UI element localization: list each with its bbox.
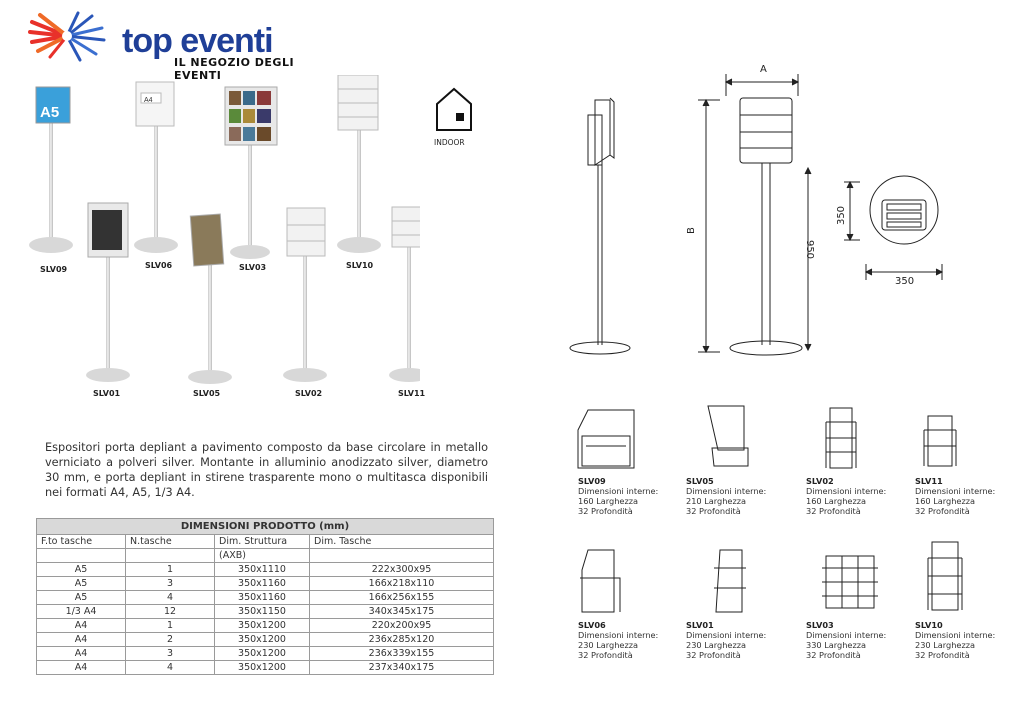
sign-a5: A5 bbox=[40, 104, 60, 121]
table-row: 1/3 A4 12 350x1150 340x345x175 bbox=[37, 605, 494, 619]
photo-label-slv10: SLV10 bbox=[346, 261, 374, 270]
spec-slv05: SLV05 Dimensioni interne: 210 Larghezza 32 Profondità bbox=[686, 476, 767, 516]
spec-slv09: SLV09 Dimensioni interne: 160 Larghezza 32 Profondità bbox=[578, 476, 659, 516]
dim-label-a: A bbox=[760, 64, 767, 75]
product-description: Espositori porta depliant a pavimento composto da base circolare in metallo verniciato a polveri silver. Montante in alluminio anodizzato silver, diametro 30 mm, e porta depliant in stirene trasparente mono o multitasca disponibili nei formati A4, A5, 1/3 A4. bbox=[45, 441, 488, 499]
header-formato: F.to tasche bbox=[37, 535, 126, 549]
dim-label-b: B bbox=[685, 227, 697, 234]
table-row: A4 2 350x1200 236x285x120 bbox=[37, 633, 494, 647]
header-struttura-sub: (AXB) bbox=[215, 549, 310, 563]
indoor-badge bbox=[434, 86, 478, 150]
front-view bbox=[730, 98, 802, 355]
product-photos bbox=[20, 75, 420, 405]
photo-label-slv03: SLV03 bbox=[239, 263, 267, 272]
brand-logo bbox=[22, 10, 312, 82]
stand-slv01 bbox=[86, 203, 130, 382]
header-ntasche: N.tasche bbox=[126, 535, 215, 549]
stand-slv05 bbox=[188, 214, 232, 384]
side-view bbox=[570, 98, 630, 354]
photo-label-slv11: SLV11 bbox=[398, 389, 426, 398]
table-row: A5 4 350x1160 166x256x155 bbox=[37, 591, 494, 605]
table-header-row bbox=[37, 535, 494, 549]
table-row: A4 4 350x1200 237x340x175 bbox=[37, 661, 494, 675]
stand-slv02 bbox=[283, 208, 327, 382]
table-row: A5 3 350x1160 166x218x110 bbox=[37, 577, 494, 591]
dimension-b bbox=[698, 100, 720, 352]
table-row: A4 1 350x1200 220x200x95 bbox=[37, 619, 494, 633]
table-row: A4 3 350x1200 236x339x155 bbox=[37, 647, 494, 661]
spec-slv06: SLV06 Dimensioni interne: 230 Larghezza 32 Profondità bbox=[578, 620, 659, 660]
dim-label-350-vertical: 350 bbox=[836, 205, 848, 226]
house-icon bbox=[434, 86, 474, 132]
header-tasche: Dim. Tasche bbox=[310, 535, 494, 549]
dimensions-table bbox=[36, 518, 494, 675]
spec-slv01: SLV01 Dimensioni interne: 230 Larghezza 32 Profondità bbox=[686, 620, 767, 660]
photo-label-slv09: SLV09 bbox=[40, 265, 68, 274]
spec-slv10: SLV10 Dimensioni interne: 230 Larghezza 32 Profondità bbox=[915, 620, 996, 660]
brand-name: top eventi bbox=[122, 22, 273, 60]
brand-tagline: IL NEGOZIO DEGLI EVENTI bbox=[174, 56, 295, 82]
spec-slv02: SLV02 Dimensioni interne: 160 Larghezza 32 Profondità bbox=[806, 476, 887, 516]
stand-slv06 bbox=[134, 82, 178, 253]
pocket-slv06 bbox=[580, 550, 620, 612]
header-struttura: Dim. Struttura bbox=[215, 535, 310, 549]
stand-slv03 bbox=[225, 87, 277, 259]
spec-slv11: SLV11 Dimensioni interne: 160 Larghezza 32 Profondità bbox=[915, 476, 996, 516]
table-title: DIMENSIONI PRODOTTO (mm) bbox=[37, 519, 494, 535]
dimension-a bbox=[726, 74, 798, 96]
sign-a4: A4 bbox=[144, 97, 153, 104]
sunburst-logo-icon bbox=[22, 10, 112, 62]
indoor-label: INDOOR bbox=[434, 138, 465, 147]
pocket-slv11 bbox=[924, 416, 956, 466]
table-row: A5 1 350x1110 222x300x95 bbox=[37, 563, 494, 577]
photo-label-slv01: SLV01 bbox=[93, 389, 121, 398]
photo-label-slv05: SLV05 bbox=[193, 389, 221, 398]
pocket-slv02 bbox=[826, 408, 856, 468]
dim-label-950: 950 bbox=[804, 239, 816, 260]
pocket-slv09 bbox=[578, 410, 634, 468]
pocket-slv05 bbox=[708, 406, 748, 466]
pocket-slv10 bbox=[928, 542, 962, 610]
dim-label-350-horizontal: 350 bbox=[895, 276, 915, 287]
stand-slv09 bbox=[29, 87, 73, 253]
pocket-slv03 bbox=[822, 556, 878, 608]
photo-label-slv06: SLV06 bbox=[145, 261, 173, 270]
photo-label-slv02: SLV02 bbox=[295, 389, 323, 398]
stand-slv11 bbox=[389, 207, 420, 382]
pocket-drawings bbox=[570, 400, 1010, 640]
technical-drawing bbox=[560, 60, 960, 360]
stand-slv10 bbox=[337, 75, 381, 253]
pocket-slv01 bbox=[714, 550, 746, 612]
top-view bbox=[844, 176, 942, 280]
spec-slv03: SLV03 Dimensioni interne: 330 Larghezza 32 Profondità bbox=[806, 620, 887, 660]
